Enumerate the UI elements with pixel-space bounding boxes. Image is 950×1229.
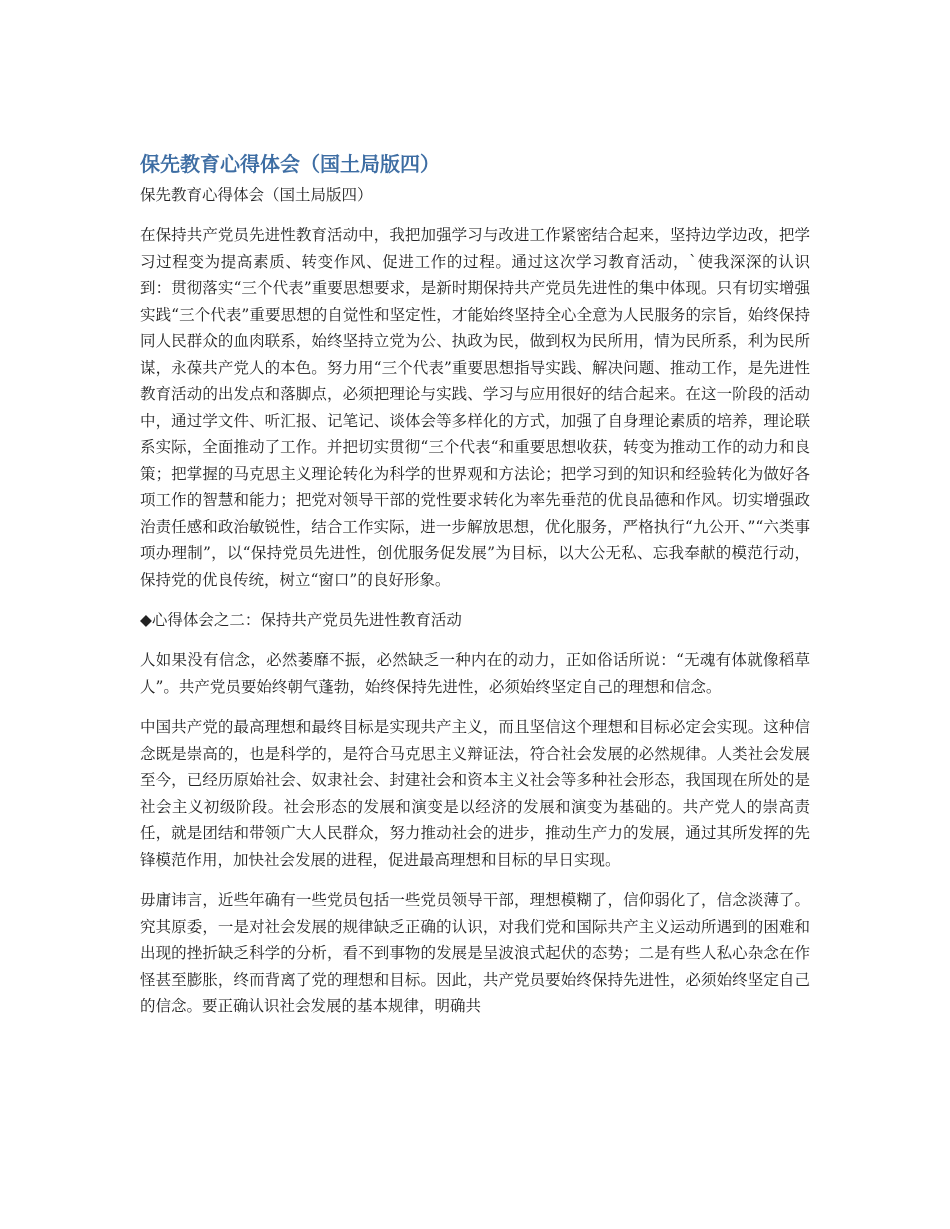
paragraph-intro: 在保持共产党员先进性教育活动中，我把加强学习与改进工作紧密结合起来，坚持边学边改，把学习过程变为提高素质、转变作风、促进工作的过程。通过这次学习教育活动，`使我深深的认识到：贯彻落实“三个代表”重要思想要求，是新时期保持共产党员先进性的集中体现。只有切实增强实践“三个代表”重要思想的自觉性和坚定性，才能始终坚持全心全意为人民服务的宗旨，始终保持同人民群众的血肉联系，始终坚持立党为公、执政为民，做到权为民所用，情为民所系，利为民所谋，永葆共产党人的本色。努力用“三个代表”重要思想指导实践、解决问题、推动工作，是先进性教育活动的出发点和落脚点，必须把理论与实践、学习与应用很好的结合起来。在这一阶段的活动中，通过学文件、听汇报、记笔记、谈体会等多样化的方式，加强了自身理论素质的培养，理论联系实际，全面推动了工作。并把切实贯彻“三个代表“和重要思想收获，转变为推动工作的动力和良策；把掌握的马克思主义理论转化为科学的世界观和方法论；把学习到的知识和经验转化为做好各项工作的智慧和能力；把党对领导干部的党性要求转化为率先垂范的优良品德和作风。切实增强政治责任感和政治敏锐性，结合工作实际，进一步解放思想，优化服务，严格执行“九公开、”“六类事项办理制”，以“保持党员先进性，创优服务促发展”为目标，以大公无私、忘我奉献的模范行动，保持党的优良传统，树立“窗口”的良好形象。 [140, 226, 810, 589]
paragraph-analysis: 毋庸讳言，近些年确有一些党员包括一些党员领导干部，理想模糊了，信仰弱化了，信念淡薄了。究其原委，一是对社会发展的规律缺乏正确的认识，对我们党和国际共产主义运动所遇到的困难和出现的挫折缺乏科学的分析，看不到事物的发展是呈波浪式起伏的态势；二是有些人私心杂念在作怪甚至膨胀，终而背离了党的理想和目标。因此，共产党员要始终保持先进性，必须始终坚定自己的信念。要正确认识社会发展的基本规律，明确共 [140, 891, 810, 1015]
document-title: 保先教育心得体会（国土局版四） [140, 152, 440, 176]
document-page [140, 150, 810, 1034]
section-heading: ◆心得体会之二：保持共产党员先进性教育活动 [140, 611, 462, 629]
paragraph-belief: 人如果没有信念，必然萎靡不振，必然缺乏一种内在的动力，正如俗话所说：“无魂有体就像稻草人”。共产党员要始终朝气蓬勃，始终保持先进性，必须始终坚定自己的理想和信念。 [140, 651, 810, 696]
document-subtitle: 保先教育心得体会（国土局版四） [140, 186, 373, 204]
paragraph-ideal: 中国共产党的最高理想和最终目标是实现共产主义，而且坚信这个理想和目标必定会实现。这种信念既是崇高的，也是科学的，是符合马克思主义辩证法，符合社会发展的必然规律。人类社会发展至今，已经历原始社会、奴隶社会、封建社会和资本主义社会等多种社会形态，我国现在所处的是社会主义初级阶段。社会形态的发展和演变是以经济的发展和演变为基础的。共产党人的崇高责任，就是团结和带领广大人民群众，努力推动社会的进步，推动生产力的发展，通过其所发挥的先锋模范作用，加快社会发展的进程，促进最高理想和目标的早日实现。 [140, 718, 810, 869]
